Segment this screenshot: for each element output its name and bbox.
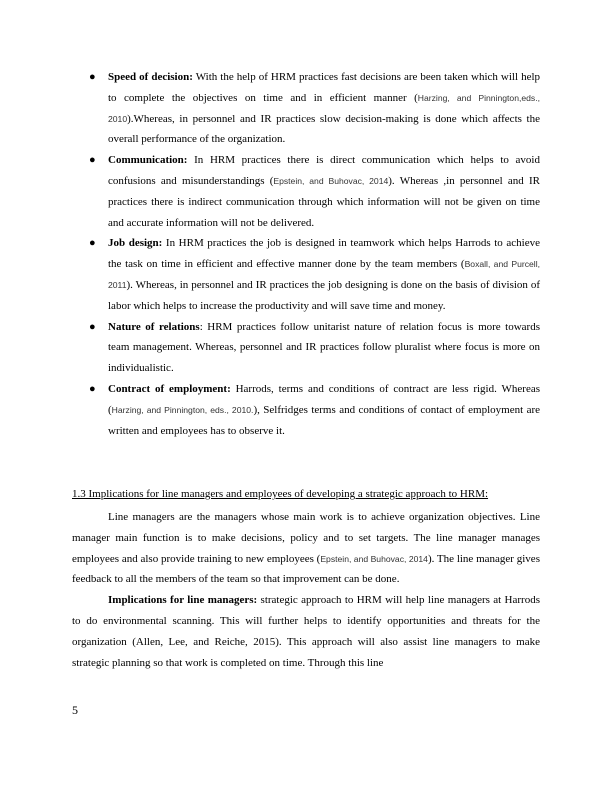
paragraph: Implications for line managers: strategic approach to HRM will help line managers at Harrods to do environmental scanning. This will further helps to identify opportunities and threats for the organization (Allen, Lee, and Reiche, 2015). This approach will also assist line managers to make strategic planning so that work is completed on time. Through this line (72, 594, 540, 669)
citation: Epstein, and Buhovac, 2014 (273, 175, 389, 186)
list-item: ● Job design: In HRM practices the job is designed in teamwork which helps Harrods to achieve the task on time in efficient and effective manner done by the team members (Boxall, and Purcell, 2011). Whereas, in personnel and IR practices the job designing is done on the basis of division of labor which helps to increase the productivity and will save time and money. (108, 233, 540, 316)
bullet-label: Communication: (108, 154, 188, 167)
bullet-label: Job design: (108, 237, 163, 250)
page-number: 5 (72, 703, 78, 717)
bullet-list (89, 67, 541, 441)
bullet-label: Nature of relations (108, 320, 200, 333)
bullet-icon: ● (89, 237, 96, 250)
section-heading: 1.3 Implications for line managers and employees of developing a strategic approach to HRM: (72, 488, 489, 500)
citation: Boxall, and Purcell, 2011 (108, 259, 540, 290)
bullet-label: Speed of decision: (108, 71, 193, 83)
list-item: ● Speed of decision: With the help of HRM practices fast decisions are been taken which will help to complete the objectives on time and in efficient manner (Harzing, and Pinnington,eds., 2010).Whereas, in personnel and IR practices slow decision-making is done which affects the overall performance of the organization. (108, 67, 540, 150)
bullet-icon: ● (89, 320, 96, 333)
body-text (72, 507, 540, 673)
list-item: ● Communication: In HRM practices there is direct communication which helps to avoid confusions and misunderstandings (Epstein, and Buhovac, 2014). Whereas ,in personnel and IR practices there is indirect communication through which information will not be given on time and accurate information will not be delivered. (108, 150, 540, 233)
bullet-icon: ● (89, 382, 96, 395)
paragraph-label: Implications for line managers: (108, 594, 258, 607)
list-item: ● Nature of relations: HRM practices follow unitarist nature of relation focus is more towards team management. Whereas, personnel and IR practices follow pluralist where focus is more on individualistic. (108, 317, 540, 379)
citation: Harzing, and Pinnington,eds., 2010 (108, 92, 540, 124)
bullet-icon: ● (89, 154, 96, 167)
bullet-icon: ● (89, 71, 96, 83)
bullet-label: Contract of employment: (108, 382, 231, 395)
paragraph: Line managers are the managers whose main work is to achieve organization objectives. Line manager main function is to make decisions, policy and to set targets. The line manager manages employees and also provide training to new employees (Epstein, and Buhovac, 2014). The line manager gives feedback to all the members of the team so that improvement can be done. (72, 511, 540, 586)
citation: Epstein, and Buhovac, 2014 (320, 553, 428, 564)
list-item: ● Contract of employment: Harrods, terms and conditions of contract are less rigid. Whereas (Harzing, and Pinnington, eds., 2010.), Selfridges terms and conditions of contact of employment are written and employees has to observe it. (108, 379, 540, 441)
citation: Harzing, and Pinnington, eds., 2010. (111, 404, 254, 415)
